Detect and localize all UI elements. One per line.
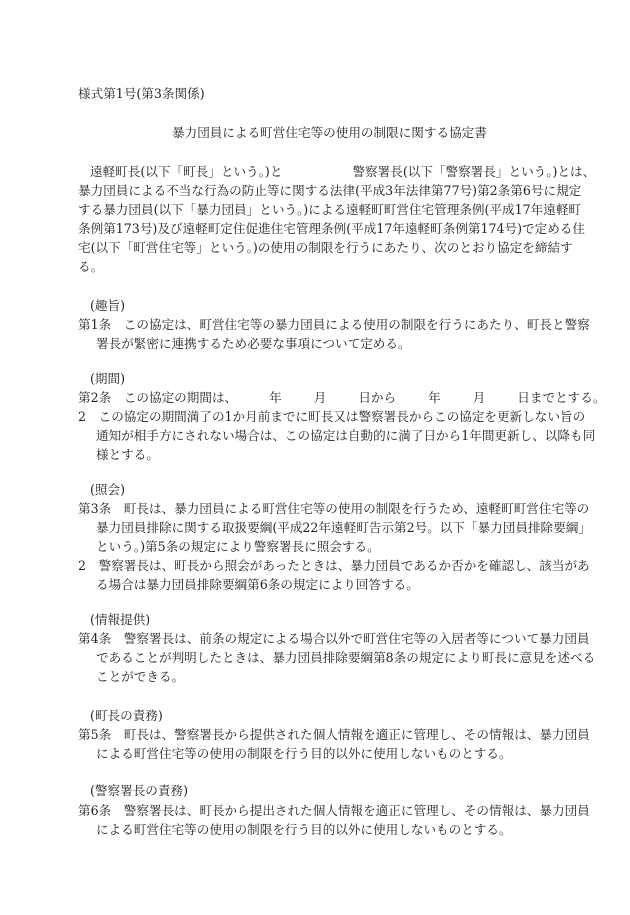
article-text: 2 この協定の期間満了の1か月前までに町長又は警察署長からこの協定を更新しない旨の <box>78 409 586 424</box>
article-text: という。)第5条の規定により警察署長に照会する。 <box>96 539 380 554</box>
preamble-line: る。 <box>78 259 104 274</box>
article-text: であることが判明したときは、暴力団員排除要綱第8条の規定により町長に意見を述べる <box>96 650 596 665</box>
term-month-label: 月 <box>472 390 486 405</box>
article-text: 第5条 町長は、警察署長から提供された個人情報を適正に管理し、その情報は、暴力団員 <box>78 727 590 742</box>
preamble-line: する暴力団員(以下「暴力団員」という。)による遠軽町町営住宅管理条例(平成17年遠軽町 <box>78 202 582 217</box>
document-title: 暴力団員による町営住宅等の使用の制限に関する協定書 <box>172 125 487 140</box>
article-heading: (照会) <box>90 482 126 497</box>
form-label: 様式第1号(第3条関係) <box>78 86 205 101</box>
article-text: 様とする。 <box>96 447 159 462</box>
article-heading: (期間) <box>90 371 126 386</box>
document-page <box>78 0 606 915</box>
article-text: 第4条 警察署長は、前条の規定による場合以外で町営住宅等の入居者等について暴力団員 <box>78 631 590 646</box>
article-text: ことができる。 <box>96 669 185 684</box>
article-text: 通知が相手方にされない場合は、この協定は自動的に満了日から1年間更新し、以降も同 <box>96 428 596 443</box>
article-text: 第3条 町長は、暴力団員による町営住宅等の使用の制限を行うため、遠軽町町営住宅等の <box>78 501 590 516</box>
article-text: 2 警察署長は、町長から照会があったときは、暴力団員であるか否かを確認し、該当があ <box>78 558 590 573</box>
article-text: 第6条 警察署長は、町長から提出された個人情報を適正に管理し、その情報は、暴力団員 <box>78 803 590 818</box>
article-heading: (町長の責務) <box>90 708 163 723</box>
article-text: 暴力団員排除に関する取扱要綱(平成22年遠軽町告示第2号。以下「暴力団員排除要綱」 <box>96 520 591 535</box>
article-text: る場合は暴力団員排除要綱第6条の規定により回答する。 <box>96 577 419 592</box>
preamble-town-mayor: 遠軽町長(以下「町長」という。)と <box>90 164 283 179</box>
preamble-line: 条例第173号)及び遠軽町定住促進住宅管理条例(平成17年遠軽町条例第174号)で定める住 <box>78 221 586 236</box>
term-from-label: 日から <box>358 390 397 405</box>
preamble-line <box>90 164 595 180</box>
term-month-label: 月 <box>313 390 327 405</box>
article-text: による町営住宅等の使用の制限を行う目的以外に使用しないものとする。 <box>96 746 512 761</box>
article-text: 署長が緊密に連携するため必要な事項について定める。 <box>96 336 411 351</box>
article-text: 第1条 この協定は、町営住宅等の暴力団員による使用の制限を行うにあたり、町長と警察 <box>78 317 590 332</box>
article-text: による町営住宅等の使用の制限を行う目的以外に使用しないものとする。 <box>96 822 512 837</box>
term-until-label: 日までとする。 <box>517 390 606 405</box>
article-heading: (警察署長の責務) <box>90 783 188 798</box>
article-heading: (情報提供) <box>90 612 151 627</box>
preamble-line: 宅(以下「町営住宅等」という。)の使用の制限を行うにあたり、次のとおり協定を締結す <box>78 240 573 255</box>
term-year-label: 年 <box>428 390 441 405</box>
article-term-line <box>78 390 605 406</box>
term-intro: 第2条 この協定の期間は、 <box>78 390 238 405</box>
preamble-line: 暴力団員による不当な行為の防止等に関する法律(平成3年法律第77号)第2条第6号に規定 <box>78 183 582 198</box>
article-heading: (趣旨) <box>90 298 126 313</box>
term-year-label: 年 <box>269 390 282 405</box>
preamble-police-chief: 警察署長(以下「警察署長」という。)とは、 <box>352 164 596 179</box>
